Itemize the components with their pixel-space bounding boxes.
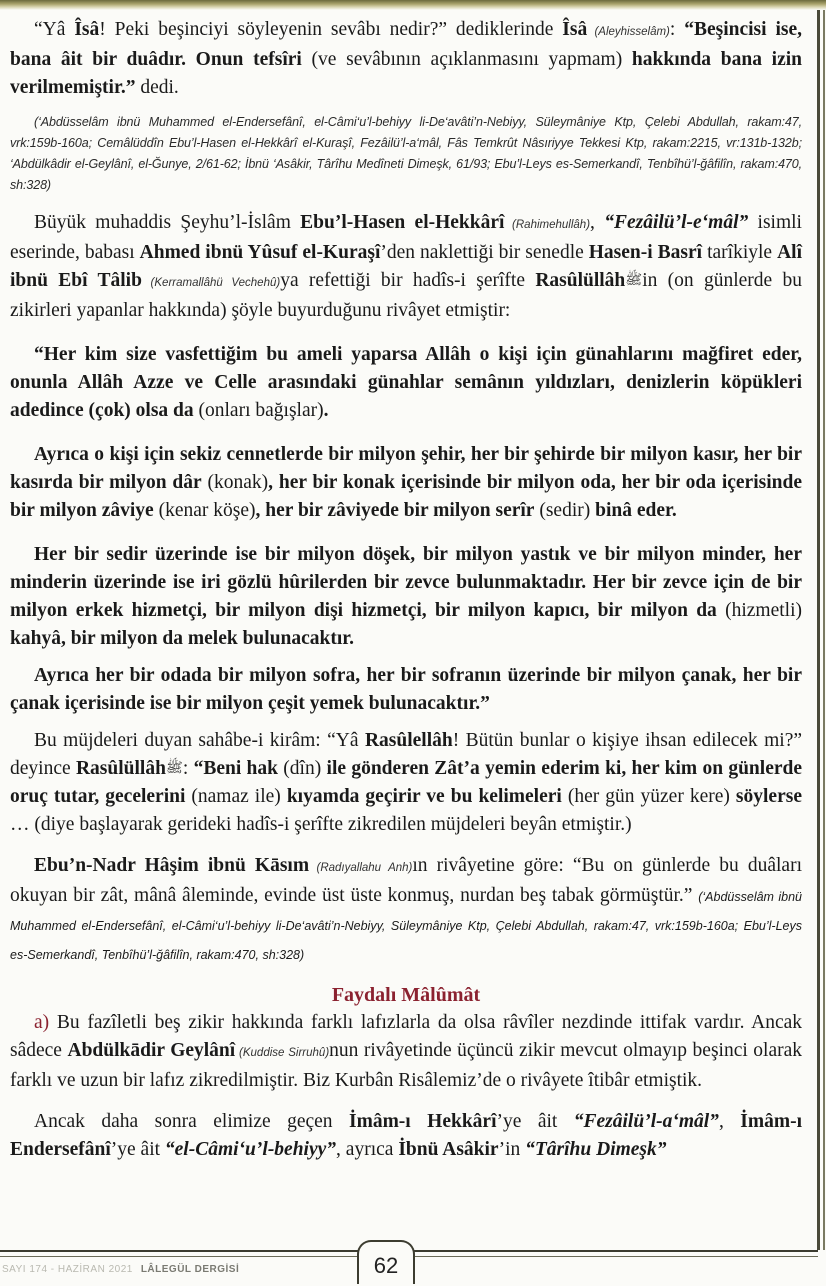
page-right-border-outer xyxy=(823,10,825,1250)
section-heading: Faydalı Mâlûmât xyxy=(331,984,481,1006)
salawat-glyph-icon: ﷺ xyxy=(165,761,183,776)
footer-info xyxy=(2,1264,239,1275)
hadith-paragraph-4: Ayrıca her bir odada bir milyon sofra, her bir sofranın üzerinde bir milyon çanak, her bir çanak içerisinde ise bir milyon çeşit yemek bulunacaktır.” xyxy=(10,665,802,714)
hadith-paragraph-3: Her bir sedir üzerinde ise bir milyon döşek, bir milyon yastık ve bir milyon minder, her minderin üzerinde ise iri gözlü hûrilerden bir zevce bulunmaktadır. Her bir zevce için de bir milyon erkek hizmetçi, bir milyon dişi hizmetçi, bir milyon kapıcı, bir milyon da (hizmetli) kahyâ, bir milyon da melek bulunacaktır. xyxy=(10,544,802,649)
page-top-border xyxy=(0,0,826,10)
hadith-paragraph-2: Ayrıca o kişi için sekiz cennetlerde bir milyon şehir, her bir şehirde bir milyon kasır, her bir kasırda bir milyon dâr (konak), her bir konak içerisinde bir milyon oda, her bir oda içerisinde bir milyon zâviye (kenar köşe), her bir zâviyede bir milyon serîr (sedir) binâ eder. xyxy=(10,444,802,521)
honorific: (Rahimehullâh) xyxy=(504,219,591,231)
paragraph-later-sources: Ancak daha sonra elimize geçen İmâm-ı Hekkârî’ye âit “Fezâilü’l-a‘mâl”, İmâm-ı Endersefânî’ye âit “el-Câmi‘u’l-behiyy”, ayrıca İbnü Asâkir’in “Târîhu Dimeşk” xyxy=(10,1111,802,1160)
honorific: (Aleyhisselâm) xyxy=(587,26,670,38)
name-isa: Îsâ xyxy=(562,19,588,40)
paragraph-companions-question: Bu müjdeleri duyan sahâbe-i kirâm: “Yâ Rasûlellâh! Bütün bunlar o kişiye ihsan edilecek mi?” deyince Rasûlüllâhﷺ: “Beni hak (dîn) ile gönderen Zât’a yemin ederim ki, her kim on günlerde oruç tutar, gecelerini (namaz ile) kıyamda geçirir ve bu kelimeleri (her gün yüzer kere) söylerse … (diye başlayarak gerideki hadîs-i şerîfte zikredilen müjdeleri beyân etmiştir.) xyxy=(10,730,803,835)
page-number: 62 xyxy=(357,1240,415,1284)
book-title: “Târîhu Dimeşk” xyxy=(525,1139,667,1160)
book-title: “Fezâilü’l-e‘mâl” xyxy=(604,212,749,233)
page-right-border xyxy=(817,10,820,1250)
honorific: (Kerramallâhü Vechehû) xyxy=(141,277,281,289)
honorific: (Radıyallahu Anh) xyxy=(309,862,413,874)
book-title: “Fezâilü’l-a‘mâl” xyxy=(573,1111,719,1132)
citation-1: (‘Abdüsselâm ibnü Muhammed el-Endersefânî, el-Câmi‘u’l-behiyy li-De‘avâti’n-Nebiyy, Süleymâniye Ktp, Çelebi Abdullah, rakam:47, vrk:159b-160a; Cemâlüddîn Ebu’l-Hasen el-Hekkârî el-Kuraşî, Fezâilü’l-a‘mâl, Fâs Temkrût Nâsıriyye Tekkesi Ktp, rakam:2215, vr:131b-132b; ‘Abdülkâdir el-Geylânî, el-Ğunye, 2/61-62; İbnü ‘Asâkir, Târîhu Medîneti Dimeşk, 61/93; Ebu’l-Leys es-Semerkandî, Tenbîhü’l-ğâfilîn, rakam:470, sh:328) xyxy=(10,115,802,192)
paragraph-isa-answer: “Yâ Îsâ! Peki beşinciyi söyleyenin sevâbı nedir?” dediklerinde Îsâ (Aleyhisselâm): “Beşincisi ise, bana âit bir duâdır. Onun tefsîri (ve sevâbının açıklanmasını yapmam) hakkında bana izin verilmemiştir.” dedi. xyxy=(10,19,802,98)
paragraph-hekkari-narration: Büyük muhaddis Şeyhu’l-İslâm Ebu’l-Hasen el-Hekkârî (Rahimehullâh), “Fezâilü’l-e‘mâl” isimli eserinde, babası Ahmed ibnü Yûsuf el-Kuraşî’den naklettiği bir senedle Hasen-i Basrî tarîkiyle Alî ibnü Ebî Tâlib (Kerramallâhü Vechehû)ya refettiği bir hadîs-i şerîfte Rasûlüllâhﷺin (on günlerde bu zikirleri yapanlar hakkında) şöyle buyurduğunu rivâyet etmiştir: xyxy=(10,212,802,321)
honorific: (Kuddise Sirruhû) xyxy=(235,1047,330,1059)
issue-label: SAYI 174 - HAZİRAN 2021 xyxy=(2,1264,133,1275)
citation-2: (‘Abdüsselâm ibnü Muhammed el-Endersefânî, el-Câmi‘u’l-behiyy li-De‘avâti’n-Nebiyy, Süleymâniye Ktp, Çelebi Abdullah, rakam:47, vrk:159b-160a; Ebu’l-Leys es-Semerkandî, Tenbîhü’l-ğâfilîn, rakam:470, sh:328) xyxy=(10,890,802,962)
magazine-name: LÂLEGÜL DERGİSİ xyxy=(140,1264,240,1275)
salawat-glyph-icon: ﷺ xyxy=(625,273,643,288)
paragraph-note-a: a) Bu fazîletli beş zikir hakkında farklı lafızlarla da olsa râvîler nezdinde ittifak vardır. Ancak sâdece Abdülkādir Geylânî (Kuddise Sirruhû)nun rivâyetinde üçüncü zikir mevcut olmayıp beşinci olarak farklı ve uzun bir lafız zikredilmiştir. Biz Kurbân Risâlemiz’de o rivâyete îtibâr etmiştik. xyxy=(10,1012,803,1091)
article-body xyxy=(10,16,802,1164)
name-isa: Îsâ xyxy=(74,19,100,40)
list-marker: a) xyxy=(34,1012,50,1033)
paragraph-ebun-nadr: Ebu’n-Nadr Hâşim ibnü Kāsım (Radıyallahu Anh)ın rivâyetine göre: “Bu on günlerde bu duâları okuyan bir zât, mânâ âleminde, evinde üst üste konmuş, nurdan beş tabak görmüştür.” (‘Abdüsselâm ibnü Muhammed el-Endersefânî, el-Câmi‘u’l-behiyy li-De‘avâti’n-Nebiyy, Süleymâniye Ktp, Çelebi Abdullah, rakam:47, vrk:159b-160a; Ebu’l-Leys es-Semerkandî, Tenbîhü’l-ğâfilîn, rakam:470, sh:328) xyxy=(10,855,803,962)
book-title: “el-Câmi‘u’l-behiyy” xyxy=(164,1139,337,1160)
hadith-paragraph-1: “Her kim size vasfettiğim bu ameli yaparsa Allâh o kişi için günahlarını mağfiret eder, onunla Allâh Azze ve Celle arasındaki günahlar semânın yıldızları, denizlerin köpükleri adedince (çok) olsa da (onları bağışlar). xyxy=(10,344,802,421)
